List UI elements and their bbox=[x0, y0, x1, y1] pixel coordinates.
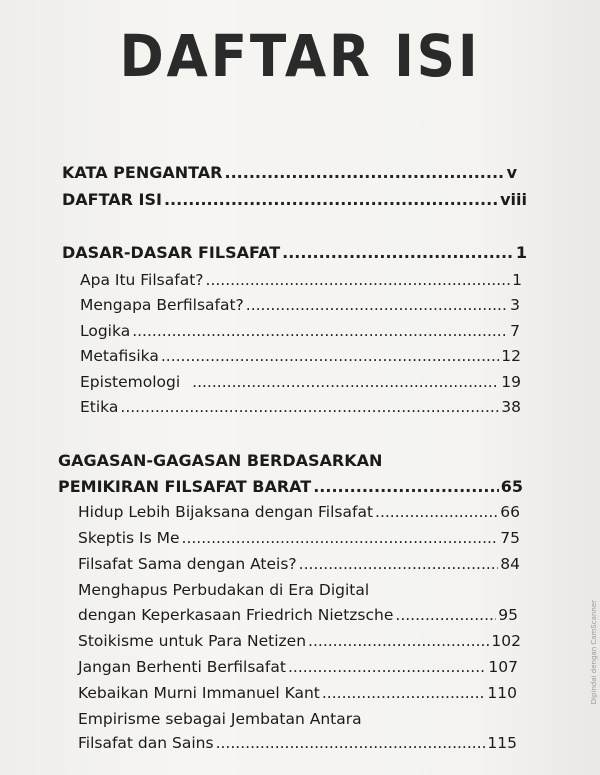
toc-entry-jangan bbox=[78, 658, 518, 676]
toc-entry-kata-pengantar bbox=[62, 163, 517, 182]
toc-entry-label: Stoikisme untuk Para Netizen bbox=[78, 632, 307, 650]
dot-leader bbox=[288, 658, 486, 676]
toc-entry-empirisme bbox=[78, 734, 517, 752]
toc-entry-label: Kebaikan Murni Immanuel Kant bbox=[78, 684, 320, 702]
toc-entry-empirisme-line1: Empirisme sebagai Jembatan Antara bbox=[78, 710, 362, 728]
toc-entry-page: 38 bbox=[501, 398, 521, 416]
toc-entry-label: Logika bbox=[80, 322, 131, 340]
dot-leader bbox=[313, 477, 499, 496]
toc-entry-skeptis bbox=[78, 529, 520, 547]
toc-entry-page: 1 bbox=[515, 243, 527, 262]
toc-chapter-dasar bbox=[62, 243, 527, 262]
dot-leader bbox=[132, 322, 508, 340]
page-title: DAFTAR ISI bbox=[119, 22, 481, 90]
dot-leader bbox=[216, 734, 486, 752]
toc-entry-label: Hidup Lebih Bijaksana dengan Filsafat bbox=[78, 503, 374, 521]
toc-entry-page: v bbox=[506, 163, 517, 182]
scanner-watermark: Dipindai dengan CamScanner bbox=[590, 600, 598, 705]
toc-entry-metafisika bbox=[80, 347, 521, 365]
toc-entry-epistemologi bbox=[80, 373, 521, 391]
toc-entry-label: Epistemologi bbox=[80, 373, 181, 391]
toc-entry-page: viii bbox=[500, 190, 527, 209]
toc-entry-stoikisme bbox=[78, 632, 521, 650]
dot-leader bbox=[395, 606, 496, 624]
dot-leader bbox=[164, 190, 498, 209]
toc-entry-menghapus bbox=[78, 606, 518, 624]
toc-entry-label: Metafisika bbox=[80, 347, 159, 365]
toc-entry-label: Skeptis Is Me bbox=[78, 529, 180, 547]
toc-entry-ateis bbox=[78, 555, 520, 573]
toc-entry-page: 102 bbox=[491, 632, 521, 650]
toc-entry-page: 12 bbox=[501, 347, 521, 365]
toc-entry-logika bbox=[80, 322, 520, 340]
dot-leader bbox=[308, 632, 489, 650]
toc-entry-page: 1 bbox=[512, 271, 522, 289]
toc-entry-etika bbox=[80, 398, 521, 416]
dot-leader bbox=[192, 373, 499, 391]
toc-entry-label: KATA PENGANTAR bbox=[62, 163, 223, 182]
toc-entry-label: Apa Itu Filsafat? bbox=[80, 271, 204, 289]
toc-entry-label: Filsafat Sama dengan Ateis? bbox=[78, 555, 297, 573]
toc-chapter-gagasan bbox=[58, 477, 523, 496]
dot-leader bbox=[225, 163, 505, 182]
toc-entry-kebaikan bbox=[78, 684, 517, 702]
toc-entry-page: 65 bbox=[500, 477, 523, 496]
toc-entry-label: dengan Keperkasaan Friedrich Nietzsche bbox=[78, 606, 394, 624]
toc-chapter-gagasan-line1: GAGASAN-GAGASAN BERDASARKAN bbox=[58, 451, 383, 470]
toc-entry-mengapa bbox=[80, 296, 520, 314]
toc-entry-page: 115 bbox=[487, 734, 517, 752]
toc-entry-label: DASAR-DASAR FILSAFAT bbox=[62, 243, 281, 262]
dot-leader bbox=[120, 398, 499, 416]
toc-entry-menghapus-line1: Menghapus Perbudakan di Era Digital bbox=[78, 581, 370, 599]
toc-entry-label: PEMIKIRAN FILSAFAT BARAT bbox=[58, 477, 312, 496]
toc-entry-page: 110 bbox=[487, 684, 517, 702]
toc-entry-apa-itu bbox=[80, 271, 522, 289]
dot-leader bbox=[322, 684, 486, 702]
toc-entry-page: 75 bbox=[500, 529, 520, 547]
toc-entry-label: Mengapa Berfilsafat? bbox=[80, 296, 244, 314]
toc-entry-page: 84 bbox=[500, 555, 520, 573]
toc-entry-daftar-isi bbox=[62, 190, 527, 209]
dot-leader bbox=[246, 296, 508, 314]
toc-entry-label: DAFTAR ISI bbox=[62, 190, 162, 209]
dot-leader bbox=[282, 243, 514, 262]
dot-leader bbox=[375, 503, 498, 521]
dot-leader bbox=[299, 555, 499, 573]
toc-entry-label: Filsafat dan Sains bbox=[78, 734, 214, 752]
toc-entry-page: 19 bbox=[501, 373, 521, 391]
dot-leader bbox=[161, 347, 499, 365]
toc-entry-page: 3 bbox=[510, 296, 520, 314]
toc-entry-page: 95 bbox=[498, 606, 518, 624]
dot-leader bbox=[182, 529, 499, 547]
toc-entry-page: 107 bbox=[488, 658, 518, 676]
toc-entry-label: Etika bbox=[80, 398, 119, 416]
toc-entry-label: Jangan Berhenti Berfilsafat bbox=[78, 658, 286, 676]
toc-entry-hidup bbox=[78, 503, 520, 521]
toc-entry-page: 66 bbox=[500, 503, 520, 521]
dot-leader bbox=[206, 271, 511, 289]
toc-entry-page: 7 bbox=[510, 322, 520, 340]
